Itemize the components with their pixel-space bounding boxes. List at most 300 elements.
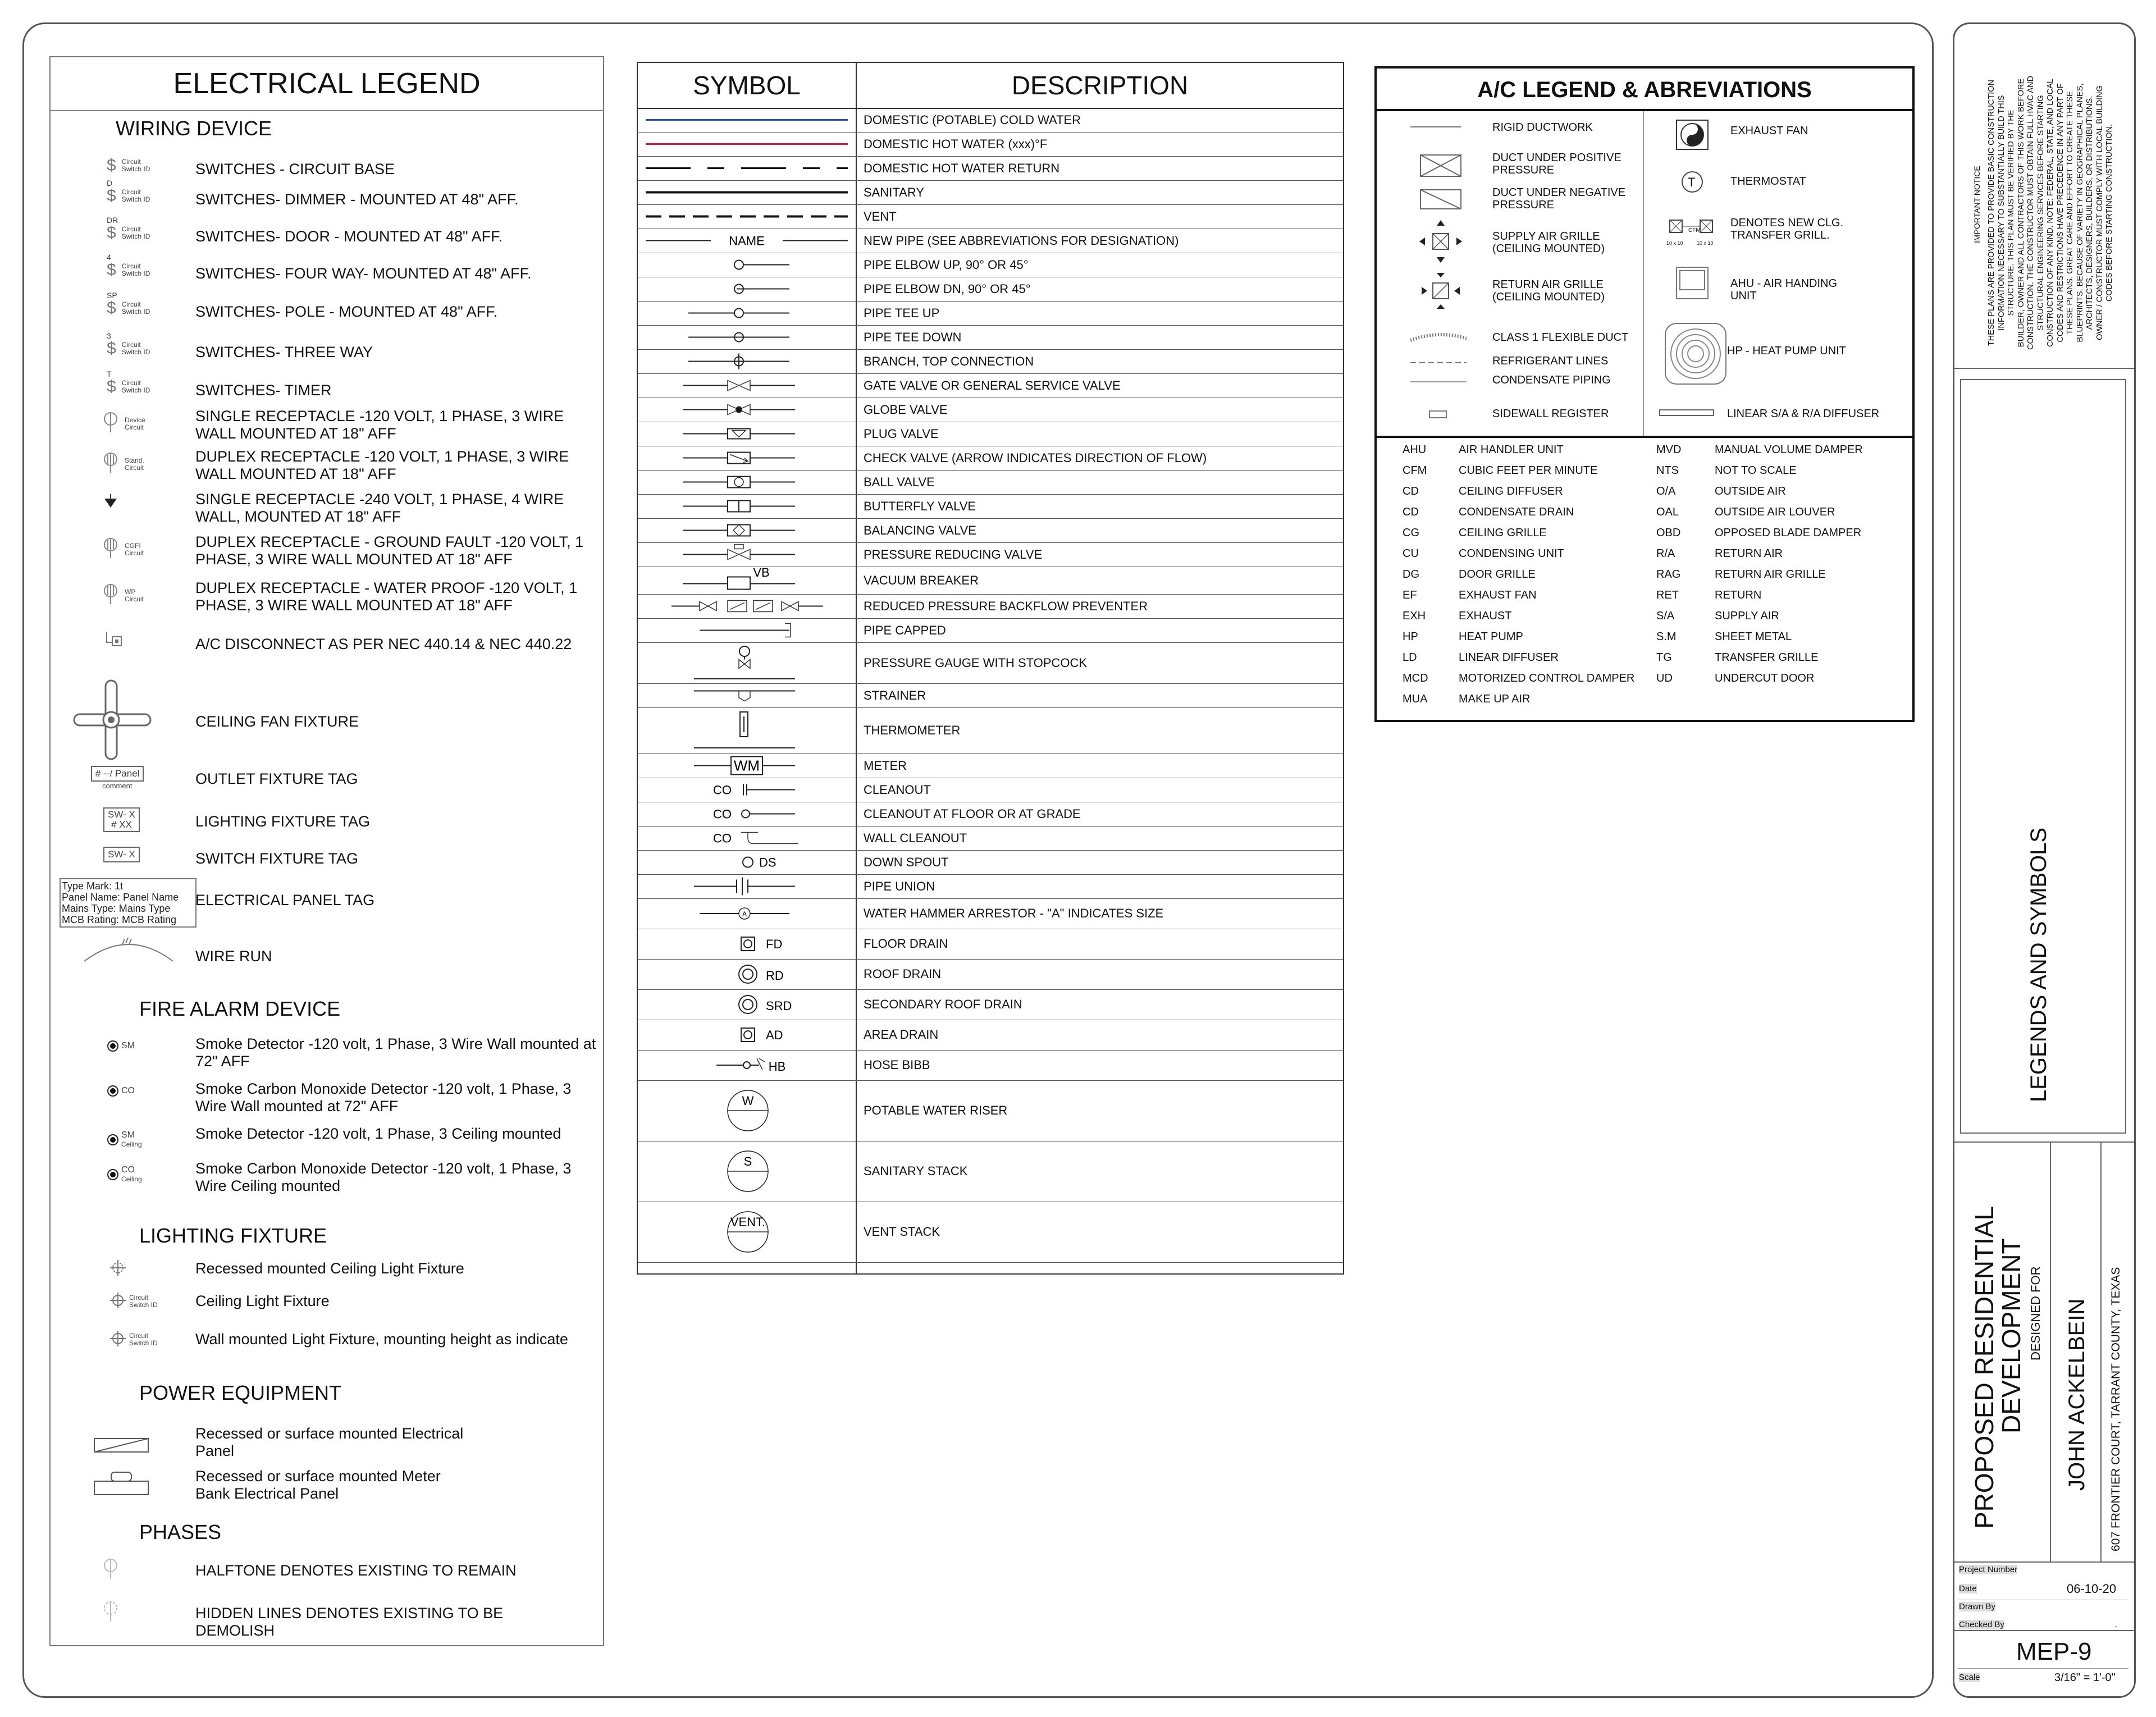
symbol-description: DOMESTIC (POTABLE) COLD WATER [864,112,1081,127]
fire-alarm-text: Smoke Detector -120 volt, 1 Phase, 3 Ceiling mounted [195,1125,561,1142]
tb-line [1954,1561,2134,1563]
receptacle-text: DUPLEX RECEPTACLE -120 VOLT, 1 PHASE, 3 WIRE WALL MOUNTED AT 18" AFF [195,448,569,482]
symbol-butterfly-icon [638,494,856,518]
positive-duct-x [1420,155,1461,176]
switch-tag-symbol: SW- X [103,847,140,862]
fire-alarm-sym: SM [121,1130,135,1140]
symbol-description: BRANCH, TOP CONNECTION [864,354,1034,368]
symbol-row [638,989,1343,1020]
switch-tag-text: SWITCH FIXTURE TAG [195,850,358,867]
switch-row [51,216,603,247]
notice-line: OWNER / CONSTRUCTOR MUST COMPLY WITH LOCAL BUILDING [2095,85,2104,340]
symbol-path [700,602,716,611]
abbr-code: DG [1403,568,1419,581]
tb-line [1958,1668,2128,1669]
symbol-description: CLEANOUT [864,782,931,797]
symbol-srd-icon [638,989,856,1020]
panel-tag-line: Mains Type: Mains Type [62,903,171,914]
abbr-code: MVD [1656,444,1682,456]
symbol-strainer-icon [638,683,856,707]
return-grille-icon [1422,273,1460,309]
abbr-code: S.M [1656,631,1677,643]
receptacle-row [51,533,603,575]
abbr-meaning: MANUAL VOLUME DAMPER [1715,444,1863,456]
power-text: Recessed or surface mounted Meter Bank Electrical Panel [195,1468,441,1502]
fire-alarm-row [51,1035,603,1079]
abbr-meaning: SHEET METAL [1715,631,1792,643]
abbr-meaning: LINEAR DIFFUSER [1459,651,1559,664]
symbol-circle [743,1062,750,1068]
symbol-label: NAME [729,234,765,248]
electrical-legend-title: ELECTRICAL LEGEND [51,57,603,111]
symbol-prv-icon [638,542,856,567]
symbol-description: BUTTERFLY VALVE [864,499,976,513]
fire-alarm-heading: FIRE ALARM DEVICE [139,997,341,1020]
abbr-meaning: CUBIC FEET PER MINUTE [1459,464,1598,477]
symbol-path [728,601,747,612]
symbol-description: GLOBE VALVE [864,402,948,417]
symbol-row [638,898,1343,929]
receptacle-row [51,410,603,449]
circuit-label: Circuit [121,341,141,349]
symbol-description: WATER HAMMER ARRESTOR - "A" INDICATES SIZE [864,906,1164,920]
symbol-co3-icon [638,826,856,850]
abbr-code: TG [1656,651,1672,664]
switch-id-label: Switch ID [121,308,150,316]
ac-left-item: SUPPLY AIR GRILLE (CEILING MOUNTED) [1492,230,1605,255]
symbol-row [638,494,1343,519]
ac-left-item: SIDEWALL REGISTER [1492,408,1609,420]
fire-alarm-sub: Ceiling [121,1140,142,1148]
switch-prefix: T [107,369,112,378]
switch-text: SWITCHES- DOOR - MOUNTED AT 48" AFF. [195,228,503,245]
symbol-label: HB [768,1060,786,1074]
symbol-balancing-icon [638,518,856,542]
switch-glyph: $ [107,377,116,396]
symbol-rect [728,577,750,590]
checked-by-value: . [2115,1620,2118,1629]
symbol-table [637,62,1344,1275]
abbr-meaning: UNDERCUT DOOR [1715,672,1815,684]
symbol-description: VACUUM BREAKER [864,573,979,587]
symbol-description: CHECK VALVE (ARROW INDICATES DIRECTION OF FLOW) [864,450,1207,465]
symbol-circle [736,407,742,413]
wiring-device-heading: WIRING DEVICE [116,117,272,140]
client-name: JOHN ACKELBEIN [2064,1298,2089,1491]
symbol-row [638,642,1343,684]
symbol-name-icon [638,229,856,253]
ac-left-item: RIGID DUCTWORK [1492,121,1593,134]
notice-line: STRUCTURE. THIS PLAN MUST BE VERIFIED BY THE [2007,109,2016,316]
ac-disconnect-text: A/C DISCONNECT AS PER NEC 440.14 & NEC 440.22 [195,636,572,652]
abbr-meaning: OUTSIDE AIR LOUVER [1715,506,1835,518]
symbol-row [638,301,1343,326]
symbol-elbowdn-icon [638,277,856,301]
abbr-meaning: MOTORIZED CONTROL DAMPER [1459,672,1635,684]
symbol-branch-icon [638,349,856,373]
symbol-rect [741,937,755,951]
notice-line: CODES BEFORE STARTING CONSTRUCTION. [2105,124,2114,302]
symbol-circle [743,857,753,867]
symbol-thermo-icon [638,707,856,754]
abbr-code: EXH [1403,610,1426,622]
circuit-label: Circuit [121,158,141,166]
panel-tag-line: MCB Rating: MCB Rating [62,914,177,925]
symbol-rpbp-icon [638,594,856,618]
symbol-fd-icon [638,929,856,959]
symbol-row [638,959,1343,990]
description-column-header: DESCRIPTION [1011,71,1189,100]
symbol-row [638,1141,1343,1202]
panel-tag-line: Type Mark: 1t [62,880,124,892]
switch-id-label: Switch ID [129,1339,158,1347]
phase-text: HIDDEN LINES DENOTES EXISTING TO BE DEMOLISH [195,1605,504,1639]
symbol-description: ROOF DRAIN [864,967,942,981]
switch-glyph: $ [107,299,116,317]
switch-id-label: Switch ID [121,386,150,394]
symbol-description: WALL CLEANOUT [864,830,967,845]
switch-text: SWITCHES- FOUR WAY- MOUNTED AT 48" AFF. [195,265,532,282]
symbol-ball-icon [638,470,856,494]
ac-right-item: AHU - AIR HANDING UNIT [1730,277,1838,302]
symbol-row [638,1050,1343,1081]
symbol-label: FD [766,937,783,951]
symbol-circle [734,261,743,270]
symbol-row [638,253,1343,277]
symbol-row [638,594,1343,619]
symbol-row [638,446,1343,471]
project-title-line2: DEVELOPMENT [1997,1238,2026,1433]
abbr-code: OAL [1656,506,1679,518]
project-number-label: Project Number [1959,1565,2018,1574]
symbol-circle [739,996,757,1013]
sheet-number: MEP-9 [2016,1638,2092,1665]
phase-text: HALFTONE DENOTES EXISTING TO REMAIN [195,1562,517,1579]
notice-line: THESE PLANS ARE PROVIDED TO PROVIDE BASIC CONSTRUCTION [1987,80,1996,346]
receptacle-sym-label: Device Circuit [125,415,145,431]
switch-id-label: Switch ID [121,232,150,240]
lighting-text: Ceiling Light Fixture [195,1293,330,1309]
symbol-row [638,518,1343,543]
receptacle-text: DUPLEX RECEPTACLE - GROUND FAULT -120 VOLT, 1 PHASE, 3 WIRE WALL MOUNTED AT 18" AFF [195,533,584,568]
lighting-text: Wall mounted Light Fixture, mounting height as indicate [195,1331,568,1348]
symbol-row [638,683,1343,708]
abbr-code: NTS [1656,464,1679,477]
abbr-code: OBD [1656,527,1681,539]
symbol-circle [742,810,750,818]
heat-pump-icon [1665,323,1726,384]
symbol-row [638,398,1343,422]
abbr-code: O/A [1656,485,1676,497]
symbol-description: STRAINER [864,688,926,702]
symbol-riser-icon [638,1202,856,1262]
symbol-elbowup-icon [638,253,856,277]
scale-label: Scale [1959,1673,1980,1682]
symbol-plug-icon [638,422,856,446]
abbr-code: RET [1656,589,1679,601]
title-block [1953,22,2136,1698]
symbol-description: PRESSURE GAUGE WITH STOPCOCK [864,655,1088,670]
symbol-row [638,567,1343,595]
symbol-riser-icon [638,1080,856,1141]
abbr-code: CU [1403,547,1419,560]
power-row [51,1465,603,1505]
receptacle-sym-label: WP Circuit [125,587,144,603]
symbol-hb-icon [638,1050,856,1080]
notice-heading: IMPORTANT NOTICE [1972,166,1981,243]
switch-prefix: 3 [107,331,111,340]
date-label: Date [1959,1584,1977,1593]
circuit-label: Circuit [121,188,141,196]
phase-row [51,1599,603,1638]
ac-right-icons [1663,116,1730,396]
symbol-description: PIPE TEE DOWN [864,330,962,344]
ac-right-item: HP - HEAT PUMP UNIT [1727,345,1846,357]
symbol-union-icon [638,874,856,898]
cfm-label: CFM [1688,227,1701,234]
exhaust-fan-icon [1677,120,1708,149]
receptacle-sym-label: CGFI Circuit [125,541,144,557]
ahu-icon [1677,267,1708,299]
symbol-row [638,874,1343,899]
fire-alarm-row [51,1160,603,1205]
fire-alarm-text: Smoke Detector -120 volt, 1 Phase, 3 Wire Wall mounted at 72" AFF [195,1035,596,1070]
ac-divider [1643,111,1644,436]
symbol-rect [728,477,750,488]
drawn-by-label: Drawn By [1959,1602,1996,1611]
symbol-rect [728,525,750,536]
symbol-row [638,542,1343,567]
symbol-circle [739,646,750,656]
switch-glyph: $ [107,339,116,358]
switch-text: SWITCHES- DIMMER - MOUNTED AT 48" AFF. [195,191,519,208]
symbol-row [638,1020,1343,1051]
symbol-description: PIPE ELBOW DN, 90° OR 45° [864,281,1031,296]
symbol-circle [743,999,753,1010]
symbol-path [728,550,750,560]
abbr-meaning: CONDENSATE DRAIN [1459,506,1574,518]
ac-right-item: THERMOSTAT [1730,175,1806,188]
ac-left-item: RETURN AIR GRILLE (CEILING MOUNTED) [1492,278,1605,303]
switch-tag-row [51,847,603,875]
symbol-label: W [742,1094,754,1108]
symbol-riser-icon [638,1141,856,1202]
circuit-label: Circuit [129,1294,149,1302]
notice-line: CODES AND RESTRICTIONS HAVE PRECEDENCE IN ANY PART OF [2055,83,2065,343]
outlet-tag-symbol: # --/ Panel [91,766,144,782]
sheet-title: LEGENDS AND SYMBOLS [2026,827,2051,1102]
abbr-code: HP [1403,631,1418,643]
supply-grille-icon [1419,220,1462,263]
project-title-line1: PROPOSED RESIDENTIAL [1970,1205,1999,1529]
circuit-label: Circuit [121,262,141,270]
switch-prefix: SP [107,291,117,300]
symbol-label: SRD [766,999,792,1013]
switch-row [51,331,603,363]
outlet-tag-row [51,766,603,805]
receptacle-row [51,493,603,532]
symbol-description: HOSE BIBB [864,1058,930,1072]
switch-id-label: Switch ID [129,1301,158,1309]
notice-line: THESE PLANS. GREAT CARE AND EFFORT TO CREATE THESE [2066,91,2075,335]
switch-row [51,179,603,210]
symbol-description: AREA DRAIN [864,1028,939,1042]
ac-left-item: DUCT UNDER NEGATIVE PRESSURE [1492,186,1626,211]
panel-tag-line: Panel Name: Panel Name [62,892,179,903]
symbol-description: DOMESTIC HOT WATER RETURN [864,161,1060,175]
symbol-ds-icon [638,850,856,874]
symbol-path [739,660,750,669]
abbr-meaning: RETURN AIR [1715,547,1783,560]
scale-value: 3/16" = 1'-0" [2054,1672,2116,1684]
abbr-code: R/A [1656,547,1675,560]
switch-glyph: $ [107,156,116,175]
circuit-label: Circuit [129,1332,149,1340]
symbol-meter-icon [638,754,856,778]
phase-row [51,1556,603,1596]
symbol-label: VENT. [730,1215,766,1229]
symbol-row [638,707,1343,754]
symbol-label: WM [733,757,760,774]
abbr-meaning: HEAT PUMP [1459,631,1523,643]
symbol-description: PLUG VALVE [864,426,939,441]
ac-right-item: LINEAR S/A & R/A DIFFUSER [1727,408,1880,420]
symbol-row [638,180,1343,205]
symbol-path [728,381,750,391]
switch-row [51,369,603,401]
abbr-meaning: SUPPLY AIR [1715,610,1779,622]
abbr-meaning: OPPOSED BLADE DAMPER [1715,527,1862,539]
notice-line: STRUCTURAL ENGINEERING SERVICES BEFORE STARTING [2036,95,2045,331]
switch-prefix: 4 [107,253,111,262]
receptacle-text: SINGLE RECEPTACLE -120 VOLT, 1 PHASE, 3 WIRE WALL MOUNTED AT 18" AFF [195,408,564,442]
symbol-label: DS [759,855,776,870]
switch-text: SWITCHES- POLE - MOUNTED AT 48" AFF. [195,303,498,320]
fire-alarm-row [51,1080,603,1124]
symbol-row [638,929,1343,960]
ac-legend-title: A/C LEGEND & ABREVIATIONS [1377,69,1912,111]
lighting-tag-row [51,807,603,841]
switch-prefix: D [107,179,113,188]
symbol-path [782,602,798,611]
symbol-capped-icon [638,618,856,642]
symbol-globe-icon [638,398,856,422]
symbol-row [638,470,1343,495]
abbr-code: MUA [1403,693,1428,705]
power-row [51,1423,603,1462]
symbol-label: CO [713,831,732,846]
fire-alarm-sym: CO [121,1086,135,1095]
panel-tag-symbol [60,878,197,928]
tb-line [1954,1630,2134,1631]
symbol-path [753,601,773,612]
symbol-rd-icon [638,959,856,989]
receptacle-text: SINGLE RECEPTACLE -240 VOLT, 1 PHASE, 4 WIRE WALL, MOUNTED AT 18" AFF [195,491,564,525]
symbol-san-icon [638,180,856,204]
abbr-code: CD [1403,506,1419,518]
symbol-row [638,802,1343,826]
symbol-hwr-icon [638,156,856,180]
abbr-meaning: OUTSIDE AIR [1715,485,1786,497]
panel-tag-row [51,878,603,926]
switch-prefix [107,148,241,156]
ac-legend [1374,66,1915,722]
thermostat-label: T [1688,175,1696,189]
switch-glyph: $ [107,261,116,279]
switch-text: SWITCHES- THREE WAY [195,344,373,360]
symbol-row [638,422,1343,446]
abbr-meaning: RETURN AIR GRILLE [1715,568,1826,581]
abbr-meaning: TRANSFER GRILLE [1715,651,1819,664]
receptacle-row [51,450,603,490]
receptacle-row [51,579,603,621]
ac-left-item: CONDENSATE PIPING [1492,374,1611,386]
tb-line [1954,368,2134,369]
symbol-description: FLOOR DRAIN [864,937,948,951]
symbol-label: S [743,1154,752,1168]
symbol-description: CLEANOUT AT FLOOR OR AT GRADE [864,806,1081,821]
ceiling-fan-text: CEILING FAN FIXTURE [195,713,359,730]
fire-alarm-sym: CO [121,1165,135,1175]
ac-left-item: REFRIGERANT LINES [1492,355,1609,367]
abbr-code: MCD [1403,672,1428,684]
negative-duct-line [1420,190,1461,209]
symbol-co2-icon [638,802,856,826]
symbol-row [638,204,1343,229]
switch-glyph: $ [107,223,116,242]
date-value: 06-10-20 [2067,1582,2117,1596]
symbol-description: POTABLE WATER RISER [864,1103,1008,1117]
abbr-meaning: CONDENSING UNIT [1459,547,1564,560]
symbol-teeup-icon [638,301,856,325]
abbr-meaning: CEILING DIFFUSER [1459,485,1563,497]
symbol-row [638,1080,1343,1141]
symbol-row [638,778,1343,802]
abbr-code: RAG [1656,568,1681,581]
grill-size-label: 10 x 10 [1697,240,1714,246]
symbol-description: DOWN SPOUT [864,855,949,869]
checked-by-label: Checked By [1959,1620,2004,1629]
symbol-label: RD [766,969,784,983]
abbr-meaning: DOOR GRILLE [1459,568,1536,581]
notice-line: BLUEPRINTS. BECAUSE OF VARIETY IN GEOGRAPHICAL PLANES, [2075,83,2085,343]
ceiling-fan-icon [73,675,208,772]
tb-line [2100,1141,2102,1561]
outlet-tag-text: OUTLET FIXTURE TAG [195,770,358,787]
outlet-tag-comment: comment [102,782,133,790]
symbol-row [638,618,1343,643]
symbol-wha-icon [638,898,856,929]
lighting-tag-line2: # XX [111,819,132,830]
symbol-row [638,373,1343,398]
tb-line [1954,1141,2134,1143]
symbol-description: PIPE UNION [864,879,935,893]
abbr-meaning: MAKE UP AIR [1459,693,1531,705]
symbol-description: SANITARY [864,185,924,199]
symbol-vb-icon [638,567,856,594]
abbr-meaning: AIR HANDLER UNIT [1459,444,1564,456]
notice-text [1987,76,2115,350]
abbr-code: CG [1403,527,1419,539]
abbr-meaning: RETURN [1715,589,1762,601]
symbol-path [739,691,750,701]
circuit-label: Circuit [121,379,141,387]
receptacle-sym-label: Stand. Circuit [125,456,144,472]
symbol-column-header: SYMBOL [693,71,801,100]
lighting-text: Recessed mounted Ceiling Light Fixture [195,1260,464,1277]
abbr-code: S/A [1656,610,1675,622]
symbol-row [638,277,1343,302]
